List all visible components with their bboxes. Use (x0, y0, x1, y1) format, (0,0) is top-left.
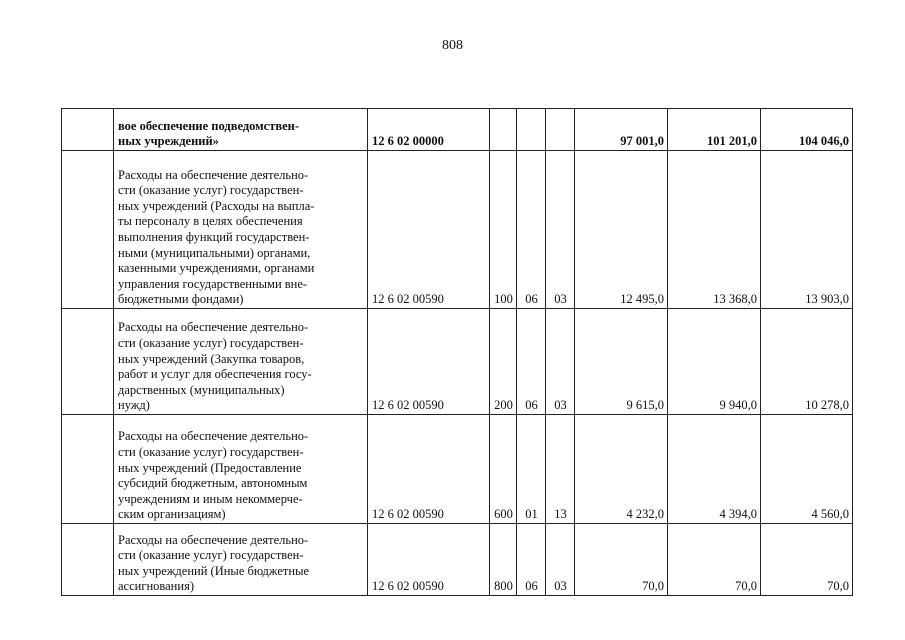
expense-type-cell: 200 (490, 309, 517, 415)
item-name-line: нужд) (118, 398, 150, 413)
item-name-line: выполнения функций государствен- (118, 230, 310, 245)
amount-year1-cell: 97 001,0 (575, 109, 668, 151)
section-cell (517, 109, 546, 151)
item-name-line: ты персоналу в целях обеспечения (118, 214, 303, 229)
item-name-line: ных учреждений» (118, 134, 219, 149)
amount-year2-cell: 4 394,0 (668, 415, 761, 524)
amount-year2-cell: 13 368,0 (668, 151, 761, 309)
item-name-line: ных учреждений (Предоставление (118, 460, 302, 475)
page-number: 808 (442, 38, 463, 53)
item-name-cell (114, 151, 368, 309)
table-row (62, 309, 853, 415)
item-name-line: Расходы на обеспечение деятельно- (118, 320, 309, 335)
subsection-cell: 13 (546, 415, 575, 524)
target-code-cell: 12 6 02 00590 (368, 524, 490, 596)
expense-type-cell: 100 (490, 151, 517, 309)
item-name-line: сти (оказание услуг) государствен- (118, 183, 304, 198)
amount-year1-cell: 12 495,0 (575, 151, 668, 309)
item-name-line: управления государственными вне- (118, 276, 308, 291)
row-index-cell (62, 415, 114, 524)
item-name-line: ассигнования) (118, 579, 194, 594)
amount-year3-cell: 4 560,0 (761, 415, 853, 524)
subsection-cell: 03 (546, 309, 575, 415)
item-name-line: субсидий бюджетным, автономным (118, 476, 308, 491)
row-index-cell (62, 309, 114, 415)
section-cell: 06 (517, 151, 546, 309)
item-name-line: ским организациям) (118, 507, 226, 522)
table-row (62, 415, 853, 524)
item-name-line: казенными учреждениями, органами (118, 261, 315, 276)
item-name-line: ных учреждений (Иные бюджетные (118, 563, 310, 578)
amount-year3-cell: 104 046,0 (761, 109, 853, 151)
table-row (62, 151, 853, 309)
row-index-cell (62, 524, 114, 596)
expense-type-cell: 800 (490, 524, 517, 596)
item-name-line: учреждениям и иным некоммерче- (118, 491, 303, 506)
expense-type-cell: 600 (490, 415, 517, 524)
item-name-line: Расходы на обеспечение деятельно- (118, 167, 309, 182)
amount-year3-cell: 13 903,0 (761, 151, 853, 309)
item-name-line: бюджетными фондами) (118, 292, 244, 307)
section-cell: 06 (517, 309, 546, 415)
subsection-cell (546, 109, 575, 151)
amount-year2-cell: 70,0 (668, 524, 761, 596)
item-name-line: сти (оказание услуг) государствен- (118, 548, 304, 563)
budget-table (61, 108, 853, 596)
row-index-cell (62, 109, 114, 151)
amount-year1-cell: 4 232,0 (575, 415, 668, 524)
amount-year1-cell: 9 615,0 (575, 309, 668, 415)
item-name-cell (114, 415, 368, 524)
amount-year3-cell: 70,0 (761, 524, 853, 596)
row-index-cell (62, 151, 114, 309)
item-name-line: ными (муниципальными) органами, (118, 245, 311, 260)
subsection-cell: 03 (546, 151, 575, 309)
expense-type-cell (490, 109, 517, 151)
item-name-line: Расходы на обеспечение деятельно- (118, 532, 309, 547)
target-code-cell: 12 6 02 00000 (368, 109, 490, 151)
item-name-cell (114, 524, 368, 596)
item-name-line: сти (оказание услуг) государствен- (118, 445, 304, 460)
amount-year2-cell: 101 201,0 (668, 109, 761, 151)
item-name-line: ных учреждений (Расходы на выпла- (118, 198, 315, 213)
target-code-cell: 12 6 02 00590 (368, 151, 490, 309)
subsection-cell: 03 (546, 524, 575, 596)
item-name-line: вое обеспечение подведомствен- (118, 118, 300, 133)
item-name-cell (114, 109, 368, 151)
item-name-line: работ и услуг для обеспечения госу- (118, 367, 312, 382)
section-cell: 01 (517, 415, 546, 524)
item-name-line: сти (оказание услуг) государствен- (118, 336, 304, 351)
item-name-line: Расходы на обеспечение деятельно- (118, 429, 309, 444)
item-name-cell (114, 309, 368, 415)
amount-year1-cell: 70,0 (575, 524, 668, 596)
target-code-cell: 12 6 02 00590 (368, 415, 490, 524)
section-cell: 06 (517, 524, 546, 596)
amount-year2-cell: 9 940,0 (668, 309, 761, 415)
amount-year3-cell: 10 278,0 (761, 309, 853, 415)
table-row (62, 109, 853, 151)
item-name-line: дарственных (муниципальных) (118, 382, 285, 397)
target-code-cell: 12 6 02 00590 (368, 309, 490, 415)
item-name-line: ных учреждений (Закупка товаров, (118, 351, 305, 366)
table-row (62, 524, 853, 596)
